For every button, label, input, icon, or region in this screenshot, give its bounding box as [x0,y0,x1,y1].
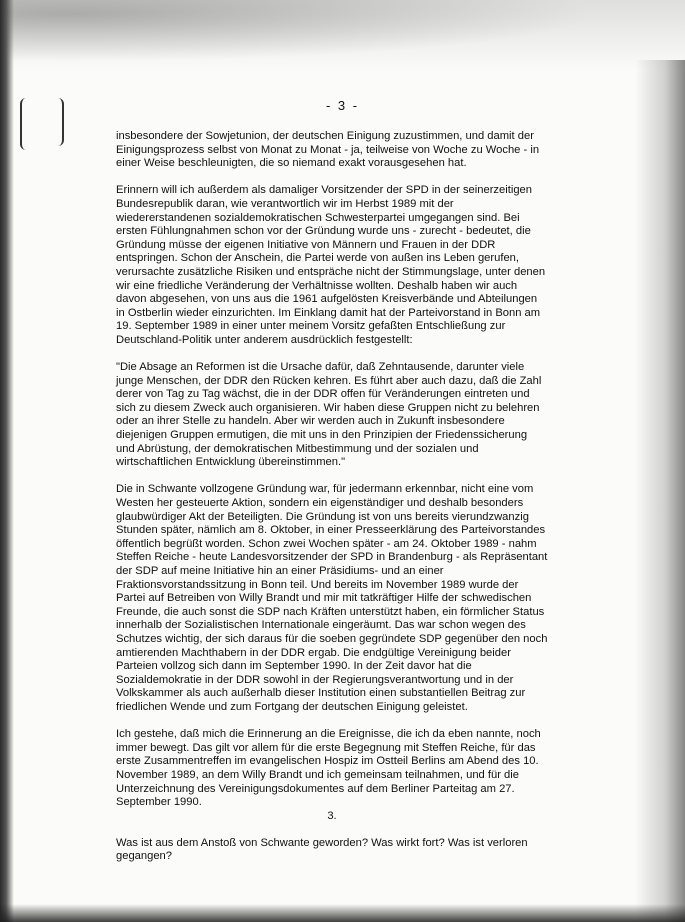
paragraph-4: Die in Schwante vollzogene Gründung war, für jedermann erkennbar, nicht eine vom Westen her gesteuerte Aktion, sondern ein eigenständiger und deshalb besonders glaubwürdiger Akt der Beteiligten. Die Gründung ist von uns bereits vierundzwanzig Stunden später, nämlich am 8. Oktober, in einer Presseerklärung des Parteivorstandes öffentlich begrüßt worden. Schon zwei Wochen später - am 24. Oktober 1989 - nahm Steffen Reiche - heute Landesvorsitzender der SPD in Brandenburg - als Repräsentant der SDP auf meine Initiative hin an einer Präsidiums- und an einer Fraktionsvorstandssitzung in Bonn teil. Und bereits im November 1989 wurde der Partei auf Betreiben von Willy Brandt und mir mit tatkräftiger Hilfe der schwedischen Freunde, die auch sonst die SDP nach Kräften unterstützt haben, ein förmlicher Status innerhalb der Sozialistischen Internationale eingeräumt. Das war schon wegen des Schutzes wichtig, der sich daraus für die soeben gegründete SDP gegenüber den noch amtierenden Machthabern in der DDR ergab. Die endgültige Vereinigung beider Parteien vollzog sich dann im September 1990. In der Zeit davor hat die Sozialdemokratie in der DDR sowohl in der Regierungsverantwortung und in der Volkskammer als auch außerhalb dieser Institution einen substantiellen Beitrag zur friedlichen Wende und zum Fortgang der deutschen Einigung geleistet. [116,483,548,713]
section-number: 3. [327,809,337,822]
page-number: - 3 - [325,98,360,113]
paragraph-1: insbesondere der Sowjetunion, der deutschen Einigung zuzustimmen, und damit der Einigungsprozess selbst von Monat zu Monat - ja, teilweise von Woche zu Woche - in einer Weise beschleunigten, die so niemand exakt vorausgesehen hat. [116,130,540,170]
quote-paragraph: "Die Absage an Reformen ist die Ursache dafür, daß Zehntausende, darunter viele junge Menschen, der DDR den Rücken kehren. Es führt aber auch dazu, daß die Zahl derer von Tag zu Tag wächst, die in der DDR offen für Veränderungen eintreten und sich zu diesem Zweck auch organisieren. Wir haben diese Gruppen nicht zu belehren oder an ihrer Stelle zu handeln. Aber wir werden auch in Zukunft insbesondere diejenigen Gruppen ermutigen, die mit uns in den Prinzipien der Friedenssicherung und Abrüstung, der demokratischen Mitbestimmung und der sozialen und wirtschaftlichen Entwicklung übereinstimmen." [116,361,542,469]
document-body [116,130,548,878]
scan-shadow-top [0,0,685,70]
scan-edge-left [0,0,14,922]
scan-shadow-right [635,60,685,922]
scan-edge-bottom [0,904,685,922]
paragraph-5: Ich gestehe, daß mich die Erinnerung an die Ereignisse, die ich da eben nannte, noch immer bewegt. Das gilt vor allem für die erste Begegnung mit Steffen Reiche, für das erste Zusammentreffen im evangelischen Hospiz im Ostteil Berlins am Abend des 10. November 1989, an dem Willy Brandt und ich gemeinsam teilnahmen, und für die Unterzeichnung des Vereinigungsdokumentes auf dem Berliner Parteitag am 27. September 1990. [116,728,541,809]
closing-question: Was ist aus dem Anstoß von Schwante geworden? Was wirkt fort? Was ist verloren gegangen? [116,836,528,863]
paragraph-2: Erinnern will ich außerdem als damaliger Vorsitzender der SPD in der seinerzeitigen Bundesrepublik daran, wie verantwortlich wir im Herbst 1989 mit der wiedererstandenen sozialdemokratischen Schwesterpartei umgegangen sind. Bei ersten Fühlungnahmen schon vor der Gründung wurde uns - zurecht - bedeutet, die Gründung müsse der eigenen Initiative von Männern und Frauen in der DDR entspringen. Schon der Anschein, die Partei werde von außen ins Leben gerufen, verursachte zusätzliche Risiken und entspräche nicht der Stimmungslage, unter denen wir eine friedliche Veränderung der Verhältnisse wollten. Deshalb haben wir auch davon abgesehen, von uns aus die 1961 aufgelösten Kreisverbände und Abteilungen in Ostberlin wieder einzurichten. Im Einklang damit hat der Parteivorstand in Bonn am 19. September 1989 in einer unter meinem Vorsitz gefaßten Entschließung zur Deutschland-Politik unter anderem ausdrücklich festgestellt: [116,184,546,346]
